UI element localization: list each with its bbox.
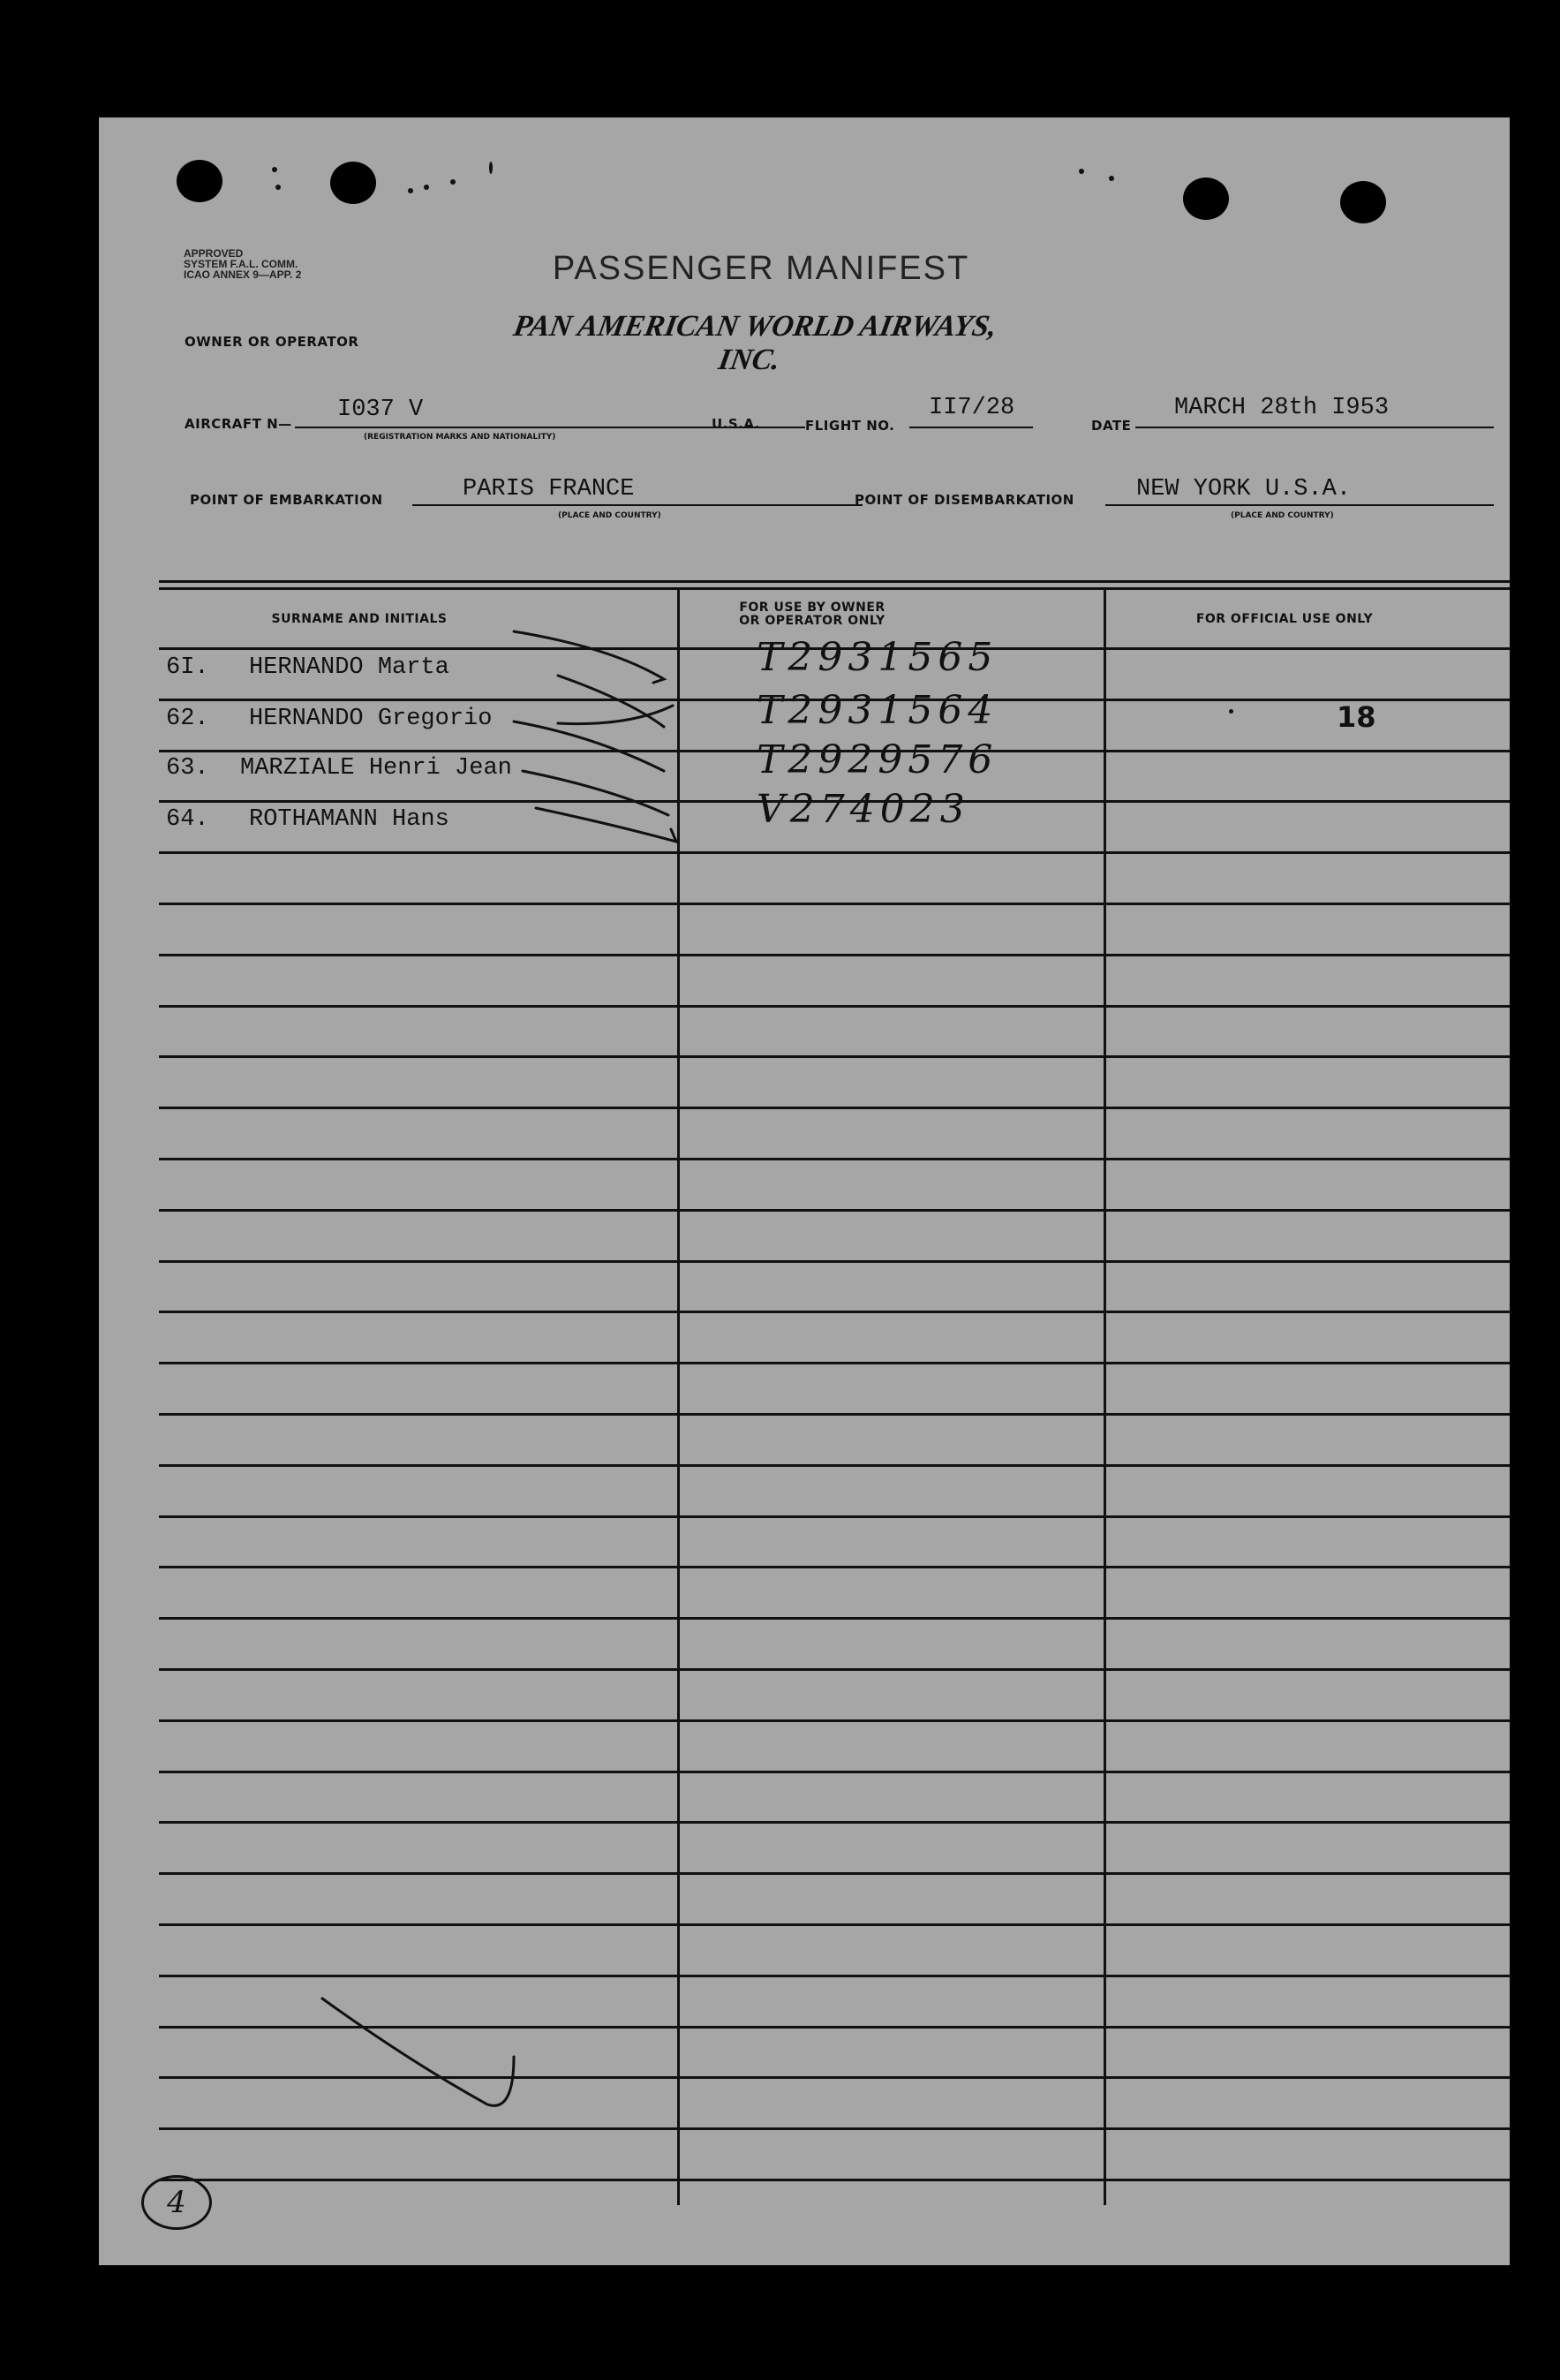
- passenger-name: HERNANDO Marta: [249, 654, 449, 681]
- passenger-name: HERNANDO Gregorio: [249, 706, 493, 732]
- page-number: 4: [141, 2175, 212, 2230]
- column-header-official: FOR OFFICIAL USE ONLY: [1195, 612, 1374, 626]
- approval-line: ICAO ANNEX 9—APP. 2: [184, 268, 302, 281]
- ticket-number: V274023: [757, 787, 970, 832]
- passenger-name: ROTHAMANN Hans: [249, 806, 449, 833]
- date-label: DATE: [1091, 418, 1132, 434]
- aircraft-value: I037 V: [337, 397, 424, 423]
- passenger-name: MARZIALE Henri Jean: [240, 755, 512, 782]
- row-number: 6I.: [166, 654, 209, 681]
- approval-line: APPROVED: [184, 247, 244, 260]
- manifest-sheet: [99, 117, 1510, 2265]
- ticket-number: T2929576: [757, 737, 999, 782]
- check-mark: [523, 771, 668, 815]
- row-number: 63.: [166, 755, 209, 782]
- document-title: PASSENGER MANIFEST: [552, 250, 970, 287]
- check-mark: [558, 676, 664, 727]
- disembarkation-label: POINT OF DISEMBARKATION: [855, 492, 1074, 508]
- disembarkation-value: NEW YORK U.S.A.: [1136, 476, 1352, 502]
- embarkation-label: POINT OF EMBARKATION: [190, 492, 383, 508]
- column-header-owner-line: FOR USE BY OWNER: [739, 601, 886, 615]
- embarkation-value: PARIS FRANCE: [463, 476, 635, 502]
- check-mark: [322, 1998, 514, 2105]
- row-number: 62.: [166, 706, 209, 732]
- embarkation-sublabel: (PLACE AND COUNTRY): [558, 511, 661, 520]
- flight-value: II7/28: [929, 395, 1015, 421]
- ticket-number: T2931564: [757, 688, 999, 733]
- country-label: U.S.A.: [712, 416, 760, 432]
- flight-label: FLIGHT NO.: [805, 418, 895, 434]
- ticket-number: T2931565: [757, 635, 999, 680]
- approval-line: SYSTEM F.A.L. COMM.: [184, 258, 298, 270]
- owner-label: OWNER OR OPERATOR: [185, 334, 359, 350]
- company-name: PAN AMERICAN WORLD AIRWAYS, INC.: [510, 310, 1000, 376]
- disembarkation-sublabel: (PLACE AND COUNTRY): [1231, 511, 1334, 520]
- column-header-surname: SURNAME AND INITIALS: [271, 612, 448, 626]
- pen-marks: [99, 117, 1510, 2265]
- check-mark: [536, 808, 676, 842]
- date-value: MARCH 28th I953: [1174, 395, 1390, 421]
- check-mark: [514, 722, 664, 771]
- official-note: 18: [1337, 700, 1376, 734]
- aircraft-label: AIRCRAFT N—: [185, 416, 292, 432]
- aircraft-sublabel: (REGISTRATION MARKS AND NATIONALITY): [364, 433, 556, 442]
- row-number: 64.: [166, 806, 209, 833]
- check-mark: [514, 631, 664, 683]
- column-header-owner-line: OR OPERATOR ONLY: [739, 614, 886, 628]
